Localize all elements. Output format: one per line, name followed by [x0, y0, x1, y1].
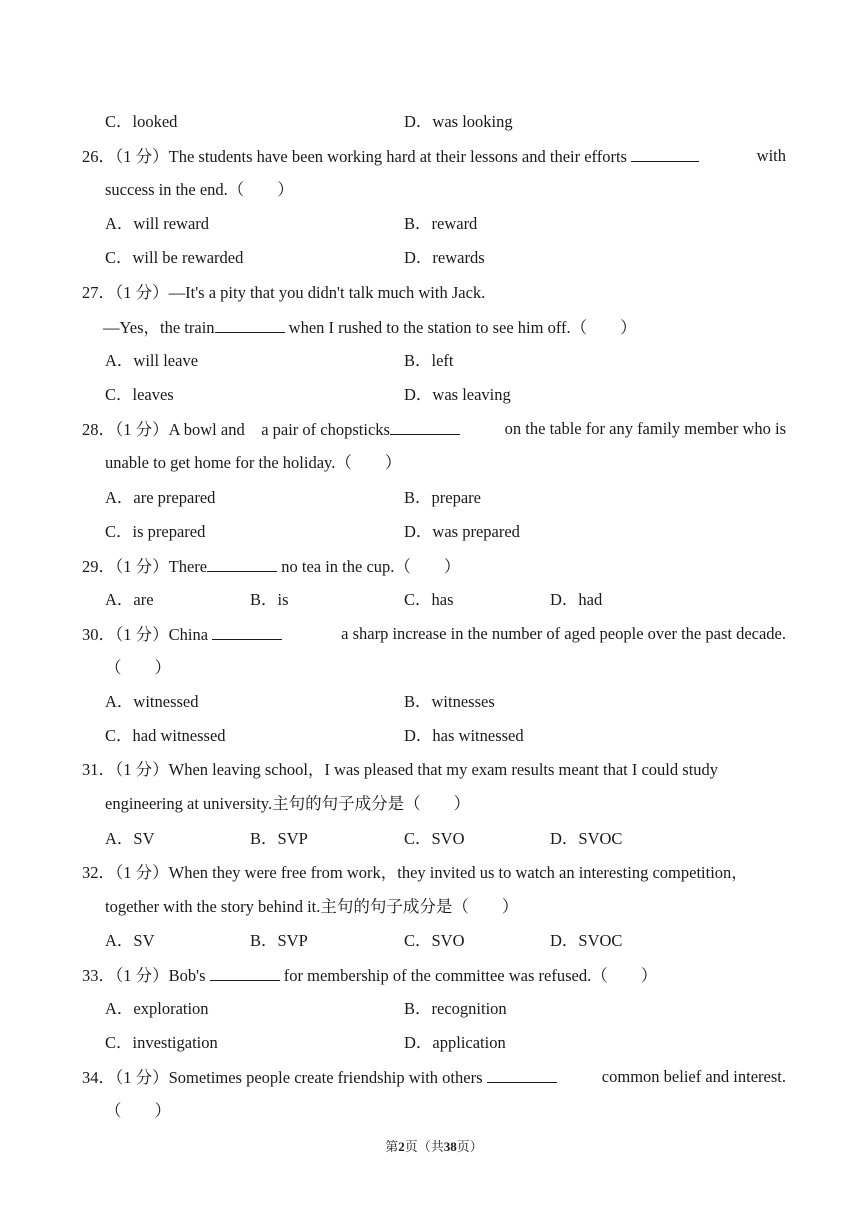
q31-number: 31．（1 分）	[82, 760, 169, 779]
q26-text-end: with	[756, 146, 786, 165]
q27-option-c: C．leaves	[105, 385, 174, 404]
q26-stem-line2: success in the end.（ ）	[105, 180, 294, 199]
q33-text-start: Bob's	[168, 966, 206, 985]
q33-option-d: D．application	[404, 1033, 506, 1052]
q34-blank	[487, 1067, 557, 1083]
q34-text-start: Sometimes people create friendship with others	[168, 1068, 483, 1087]
q26-blank	[631, 146, 699, 162]
q27-stem-line2	[103, 317, 637, 338]
q30-number: 30．（1 分）	[82, 625, 169, 644]
q26-option-d: D．rewards	[404, 248, 485, 267]
q31-option-c: C．SVO	[404, 829, 465, 848]
q32-stem-line2: together with the story behind it.主句的句子成分是（ ）	[105, 897, 519, 916]
q33-number: 33．（1 分）	[82, 966, 169, 985]
q29-text-end: no tea in the cup.（ ）	[281, 557, 461, 576]
q26-number: 26．（1 分）	[82, 147, 169, 166]
q30-blank	[212, 624, 282, 640]
q26-option-c: C．will be rewarded	[105, 248, 244, 267]
q30-option-b: B．witnesses	[404, 692, 495, 711]
q33-stem-line1	[82, 965, 657, 986]
q28-text-end: on the table for any family member who is	[504, 419, 786, 438]
footer-prefix: 第	[385, 1139, 399, 1154]
q29-option-a: A．are	[105, 590, 154, 609]
q27-number: 27．（1 分）	[82, 283, 169, 302]
q27-option-b: B．left	[404, 351, 454, 370]
q28-option-c: C．is prepared	[105, 522, 206, 541]
q31-text: When leaving school，I was pleased that my exam results meant that I could study	[168, 760, 719, 779]
q34-answer-paren: （ ）	[105, 1101, 171, 1120]
q26-text: The students have been working hard at their lessons and their efforts	[168, 147, 627, 166]
q25-option-c: C．looked	[105, 112, 178, 131]
q31-option-d: D．SVOC	[550, 829, 623, 848]
q30-answer-paren: （ ）	[105, 658, 171, 677]
q32-text: When they were free from work，they invited us to watch an interesting competition，	[168, 863, 748, 882]
q30-option-c: C．had witnessed	[105, 726, 226, 745]
footer-suffix: 页）	[456, 1139, 483, 1154]
q33-text-end: for membership of the committee was refused.（ ）	[283, 966, 658, 985]
q25-option-d: D．was looking	[404, 112, 513, 131]
q30-option-d: D．has witnessed	[404, 726, 524, 745]
q34-number: 34．（1 分）	[82, 1068, 169, 1087]
q33-option-a: A．exploration	[105, 999, 209, 1018]
q27-text: —It's a pity that you didn't talk much with Jack.	[168, 283, 486, 302]
q26-option-a: A．will reward	[105, 214, 210, 233]
q32-stem-line1	[82, 863, 748, 883]
q32-option-d: D．SVOC	[550, 931, 623, 950]
q28-option-d: D．was prepared	[404, 522, 520, 541]
q31-stem-line1	[82, 760, 718, 780]
q33-option-b: B．recognition	[404, 999, 507, 1018]
q33-option-c: C．investigation	[105, 1033, 218, 1052]
q28-option-b: B．prepare	[404, 488, 481, 507]
q30-stem-line1	[82, 624, 786, 645]
q29-text-start: There	[168, 557, 208, 576]
q31-stem-line2: engineering at university.主句的句子成分是（ ）	[105, 794, 471, 813]
footer-page-number: 2	[398, 1139, 405, 1154]
q32-option-c: C．SVO	[404, 931, 465, 950]
q29-blank	[207, 556, 277, 572]
q32-number: 32．（1 分）	[82, 863, 169, 882]
q34-stem-line1	[82, 1067, 786, 1088]
page-footer	[0, 1138, 868, 1156]
q27-stem-line1	[82, 283, 485, 303]
q28-option-a: A．are prepared	[105, 488, 216, 507]
q27-option-a: A．will leave	[105, 351, 199, 370]
q32-option-a: A．SV	[105, 931, 155, 950]
q29-option-b: B．is	[250, 590, 289, 609]
q28-stem-line2: unable to get home for the holiday.（ ）	[105, 453, 402, 472]
q31-option-a: A．SV	[105, 829, 155, 848]
q27-option-d: D．was leaving	[404, 385, 511, 404]
q29-option-c: C．has	[404, 590, 454, 609]
q28-stem-line1	[82, 419, 786, 440]
q29-stem-line1	[82, 556, 460, 577]
q30-text-start: China	[168, 625, 209, 644]
q27-blank	[215, 317, 285, 333]
q28-text-start: A bowl and a pair of chopsticks	[168, 420, 390, 439]
q33-blank	[210, 965, 280, 981]
q30-text-end: a sharp increase in the number of aged people over the past decade.	[341, 624, 786, 643]
footer-mid: 页（共	[404, 1139, 444, 1154]
q26-stem-line1	[82, 146, 786, 167]
q28-blank	[390, 419, 460, 435]
footer-total-pages: 38	[443, 1139, 457, 1154]
q28-number: 28．（1 分）	[82, 420, 169, 439]
q29-option-d: D．had	[550, 590, 603, 609]
q27-text-end: when I rushed to the station to see him off.（ ）	[288, 318, 637, 337]
q29-number: 29．（1 分）	[82, 557, 169, 576]
q27-text-start: —Yes，the train	[103, 318, 215, 337]
q31-option-b: B．SVP	[250, 829, 308, 848]
q32-option-b: B．SVP	[250, 931, 308, 950]
q26-option-b: B．reward	[404, 214, 478, 233]
q34-text-end: common belief and interest.	[601, 1067, 786, 1086]
q30-option-a: A．witnessed	[105, 692, 199, 711]
